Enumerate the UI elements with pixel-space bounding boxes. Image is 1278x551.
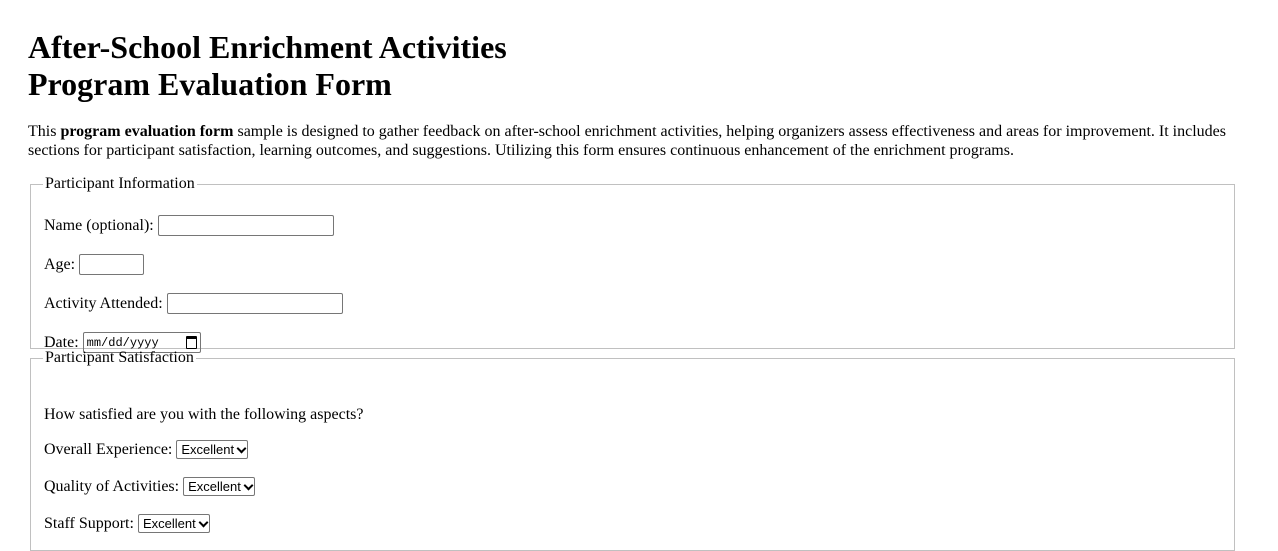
age-row xyxy=(44,254,144,275)
quality-select[interactable] xyxy=(183,477,255,496)
intro-suffix: sample is designed to gather feedback on after-school enrichment activities, helping organizers assess effectiveness and areas for improvement. It includes sections for participant satisfaction, learning outcomes, and suggestions. Utilizing this form ensures continuous enhancement of the enrichment programs. xyxy=(28,123,1226,159)
intro-bold: program evaluation form xyxy=(60,123,234,140)
participant-satisfaction-fieldset xyxy=(30,349,1235,551)
page-title xyxy=(28,29,507,103)
overall-experience-row xyxy=(44,440,248,459)
quality-label: Quality of Activities: xyxy=(44,477,180,495)
intro-paragraph xyxy=(28,122,1243,160)
name-input[interactable] xyxy=(158,215,334,236)
participant-information-fieldset xyxy=(30,175,1235,349)
activity-row xyxy=(44,293,343,314)
participant-information-legend: Participant Information xyxy=(45,175,195,192)
overall-experience-label: Overall Experience: xyxy=(44,440,173,458)
date-label: Date: xyxy=(44,333,79,351)
quality-row xyxy=(44,477,255,496)
overall-experience-select[interactable] xyxy=(176,440,248,459)
chevron-down-icon xyxy=(198,517,208,527)
activity-label: Activity Attended: xyxy=(44,294,163,312)
chevron-down-icon xyxy=(237,443,247,453)
satisfaction-question: How satisfied are you with the following aspects? xyxy=(44,406,364,423)
title-line-2: Program Evaluation Form xyxy=(28,66,392,102)
chevron-down-icon xyxy=(243,480,253,490)
title-line-1: After-School Enrichment Activities xyxy=(28,29,507,65)
staff-support-value: Excellent xyxy=(142,516,196,531)
staff-support-select[interactable] xyxy=(138,514,210,533)
calendar-icon[interactable] xyxy=(186,336,197,349)
quality-value: Excellent xyxy=(188,479,241,494)
date-placeholder: mm/dd/yyyy xyxy=(86,335,159,350)
staff-support-label: Staff Support: xyxy=(44,514,134,532)
age-label: Age: xyxy=(44,255,76,273)
activity-input[interactable] xyxy=(167,293,343,314)
overall-experience-value: Excellent xyxy=(181,442,235,457)
intro-prefix: This xyxy=(28,123,61,140)
staff-support-row xyxy=(44,514,210,533)
age-input[interactable] xyxy=(79,254,144,275)
participant-satisfaction-legend: Participant Satisfaction xyxy=(45,349,194,366)
name-row xyxy=(44,215,334,236)
name-label: Name (optional): xyxy=(44,216,154,234)
